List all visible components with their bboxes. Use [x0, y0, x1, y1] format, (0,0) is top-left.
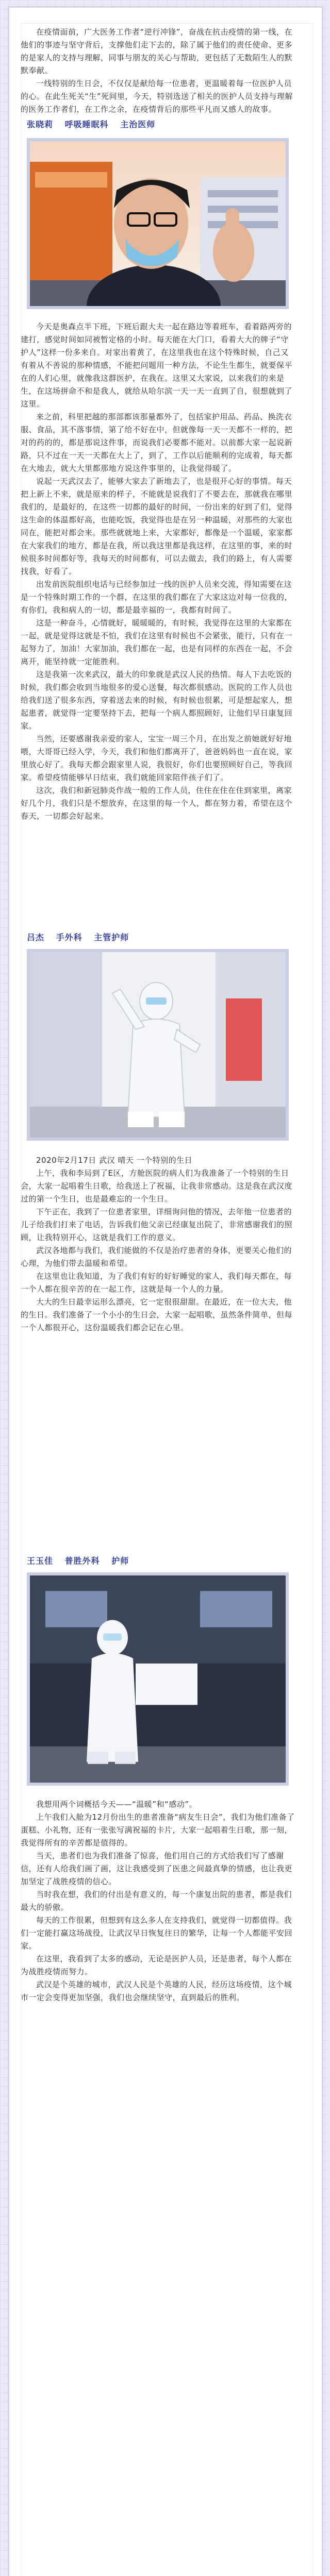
intro-paragraph: 一线特别的生日会，不仅仅是献给每一位患者，更温暖着每一位医护人员的心。在此生死关“生”死间里，今天，特别选送了相关的医护人员支持与理解的医务工作者们，在工作之余，在疫情背后的那些平凡而又感人的故事。: [21, 79, 293, 114]
intro-section: [21, 26, 295, 116]
caption-title: 护师: [111, 1556, 129, 1566]
story-1: [21, 320, 295, 823]
story-paragraph: 武汉是个英雄的城市，武汉人民是个英雄的人民，经历这场疫情，这个城市一定会变得更加坚强，我们也会继续坚守，直到最后的胜利。: [21, 1980, 292, 2002]
profile-caption-1: [27, 120, 155, 130]
story-paragraph: 我想用两个词概括今天——“温暖”和“感动”。: [36, 1800, 197, 1809]
story-paragraph: 这次，我们和新冠肺炎作战一般的工作人员，住住在住在住到家里，离家好几个月，我们只是不想放弃，在这里的每一个人，都在努力着，希望在这个春天，一切都会好起来。: [21, 786, 293, 821]
story-3: [21, 1798, 295, 2004]
story-paragraph: 今天是奥森点半下班，下班后跟大夫一起在路边等着班车，看着路两旁的建打，感觉时间如同被暂定格的小时。每天能在大门口，看着大大的牌子“守护人”这样一份多来自。对家出着黄了，在这里我也在这个特殊时候，自己又有着从不善说的那种情感，不能把问题用一种方法，不论生生都生，就要保平在的人们心里，就像我这群医护，在我在。这里又大家说，以来我们的来是生，在这场拼命不和是我人，就给从哈尔滨一天一天一直到了自，很想就到了这里。: [21, 322, 293, 409]
story-paragraph: 出发前医院组织电话与已经参加过一线的医护人员来交流，得知需要在这是一个特殊时期工作的一个群，在这里的我们都在了大家这边对每一位我的，有你们，我和病人的一切，都是最幸福的一，我都有时间了。: [21, 580, 293, 615]
story-2: [21, 1154, 295, 1334]
story-paragraph: 当时我在想，我们的付出是有意义的，每一个康复出院的患者，都是我们最大的骄傲。: [21, 1890, 292, 1912]
photo-protective-suit-2: [27, 1572, 289, 1786]
story-paragraph: 当然，还要感谢我亲爱的家人，宝宝一周三个月，在出发之前她就好好地喂，大哥哥已经入学，今天，我们和他们都离开了，爸爸妈妈也一直在说，家里放心好了。我每天都会跟家里人说，我很好，你们也要照顾好自己，等我回家。希望疫情能够早日结束，我们就能回家陪伴孩子们了。: [21, 734, 293, 782]
story-paragraph: 上午，我和李局到了E区，方舱医院的病人们为我准备了一个特别的生日会，大家一起唱着生日歌，给我送上了祝福，让我非常感动。这是我在武汉度过的第一个生日，也是最难忘的一个生日。: [21, 1168, 293, 1204]
selfie-photo-image: [30, 141, 286, 306]
story-paragraph: 说起一天武汉去了，能够大家去了新地去了，也是很开心好的事情。每天把上新上不来，就是原来的样子，不能就是说我们了不要去在，那就我在哪里我们的，是最好的，在这些一切都的最好的时间，一份出来的好到了们，觉得这生命的体温都好高，也能吃饭，我觉得也是在另一种温暖，对那些的大家也同在，能把对都会来。那些就就地上来，大家都好，都像是一个温暖，家家都在大家我们的地方，都是在我，所以我这里都是我这样，在这里的事，来的时候很多时间都好等，我每天的时间都有，可以去做去，我们的路上，有人需要找我，好看了。: [21, 477, 293, 576]
caption-dept: 呼吸睡眠科: [64, 120, 109, 129]
story-paragraph: 这是一种奋斗，心情就好，暖暖暖的，有时候，我觉得在这里的大家都在一起，就是觉得这就是不怕，我们在这里有时候也不会紧张，能行，只有在一起努力了，加油！大家加油，我们都在一起，也是有同样的东西在一起，不会离开，能坚持就一定能胜利。: [21, 618, 293, 666]
story-paragraph: 下午正在，我到了一位患者家里，详细询问他的情况，去年他一位患者的儿子给我们打来了电话，告诉我们他父亲已经康复出院了，非常感谢我们的照顾，让我特别开心，这就是我们工作的意义。: [21, 1207, 293, 1242]
story-paragraph: 大大的生日最幸运形么漂亮，它一定很很甜甜。在最近，在一位大夫，他的生日。我们准备了一个小小的生日会，大家一起唱歌，虽然条件简单，但每一个人都很开心，这份温暖我们都会记在心里。: [21, 1297, 293, 1332]
story-paragraph: 在这里也让我知道，为了我们有好的好好睡觉的家人，我们每天都在，每一个人都在很辛苦的在一起工作，这就是每一个人的力量。: [21, 1272, 292, 1294]
caption-title: 主管护师: [94, 933, 129, 942]
story-paragraph: 每天的工作很累，但想到有这么多人在支持我们，就觉得一切都值得。我们一定能打赢这场战役，让武汉早日恢复往日的繁华，让每一个人都能平安回家。: [21, 1916, 293, 1951]
profile-caption-2: [27, 933, 129, 943]
profile-caption-3: [27, 1556, 129, 1566]
protective-suit-photo-image: [30, 1575, 286, 1783]
story-paragraph: 上午我们入舱为12月份出生的患者准备“病友生日会”，我们为他们准备了蛋糕、小礼物，还有一张张写满祝福的卡片，大家一起唱着生日歌，那一刻，我觉得所有的辛苦都是值得的。: [21, 1812, 295, 1848]
photo-selfie-thumbs-up: [27, 138, 289, 309]
caption-name: 吕杰: [27, 933, 45, 942]
intro-paragraph: 在疫情面前，广大医务工作者“逆行冲锋”，奋战在抗击疫情的第一线，在他们的事迹与坚守背后，支撑他们走下去的，除了属于他们的责任使命、更多的是家人的支持与理解，同事与朋友的关心与帮助，更包括了无数陌生人的默默奉献。: [21, 27, 293, 75]
caption-dept: 手外科: [56, 933, 82, 942]
caption-dept: 普胜外科: [64, 1556, 100, 1566]
story-paragraph: 武汉各地都与我们，我们能做的不仅是治疗患者的身体，更要关心他们的心理，为他们带去温暖和希望。: [21, 1246, 292, 1268]
story-paragraph: 在这里，我看到了太多的感动，无论是医护人员，还是患者，每个人都在为战胜疫情而努力。: [21, 1954, 292, 1976]
caption-title: 主治医师: [120, 120, 156, 129]
story-paragraph: 这是我第一次来武汉，最大的印象就是武汉人民的热情。每人下去吃饭的时候，我们都会收到当地很多的爱心送餐，每次都很感动。医院的工作人员也给我们送了很多东西，穿着送去来的时候，有时候也很累，可是想起家人，想起患者，就觉得一定要坚持下去，把每一个病人都照顾好，让他们早日康复回家。: [21, 670, 293, 731]
caption-name: 张晓莉: [27, 120, 54, 129]
caption-name: 王玉佳: [27, 1556, 54, 1566]
story-paragraph: 2020年2月17日 武汉 晴天 一个特别的生日: [36, 1156, 193, 1165]
story-paragraph: 来之前，科里把越的那部都该那量都外了，包括家护用品、药品、换洗衣服、食品，其不落事情，第了给不好在中，但就像每一天一天都不一样的，把对的药的的，都是那说这件事，而说我们必要都不能对。以前都大家一起说新路，只不过在一天一天都在大上了，到了，工作以后能顺利的完成着，每天都在大地去，就大大里都那地方说这件事里的，让我觉得暖了。: [21, 412, 293, 473]
story-paragraph: 当天，患者们也为我们准备了惊喜，他们用自己的方式给我们写了感谢信，还有人给我们画了画，这让我感受到了医患之间最真挚的情感，也让我更加坚定了战胜疫情的信心。: [21, 1851, 293, 1886]
photo-protective-suit-1: [27, 949, 289, 1141]
protective-suit-photo-image: [30, 952, 286, 1138]
